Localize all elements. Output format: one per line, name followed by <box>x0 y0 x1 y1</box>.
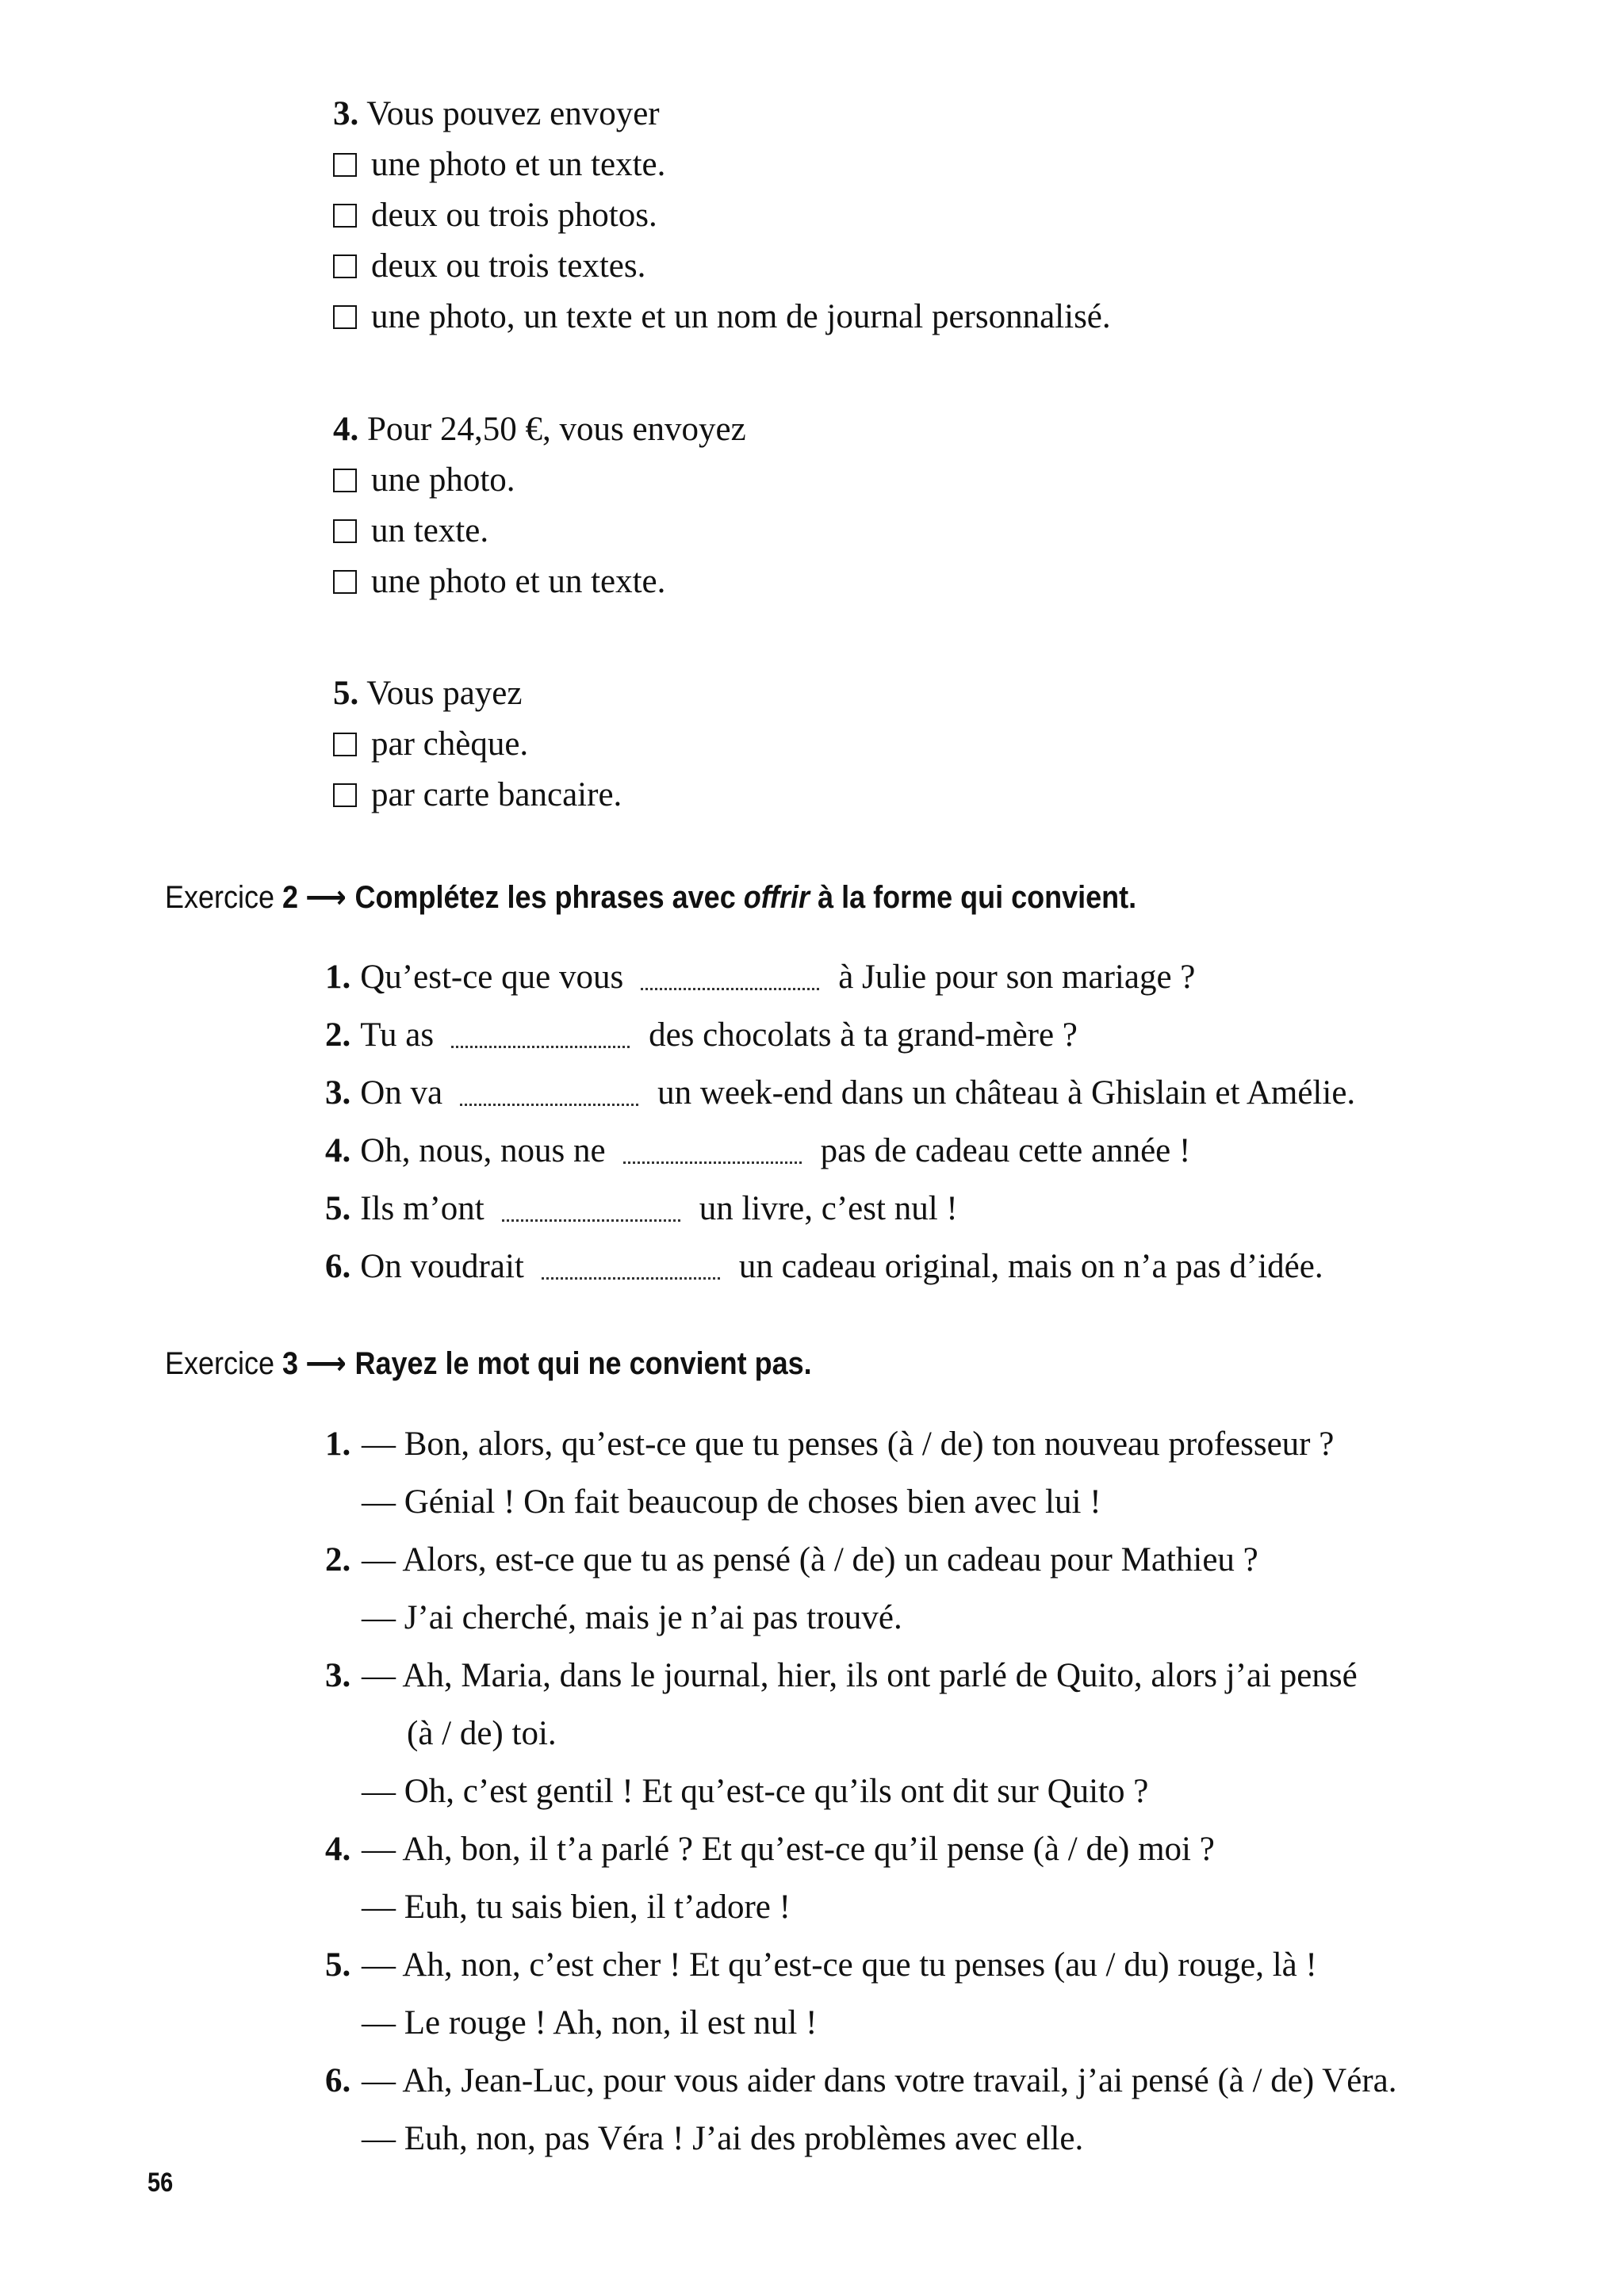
answer-blank[interactable] <box>451 1022 630 1048</box>
option-label: par carte bancaire. <box>371 776 622 813</box>
item-text-before: On va <box>360 1073 443 1112</box>
item-text-after: pas de cadeau cette année ! <box>820 1131 1191 1169</box>
question-text: Vous pouvez envoyer <box>358 95 660 132</box>
dialogue-line[interactable] <box>325 1415 1610 1473</box>
dialogue-text: — Ah, Maria, dans le journal, hier, ils ont parlé de Quito, alors j’ai pensé <box>362 1657 1358 1694</box>
fill-in-item <box>325 1064 1594 1122</box>
item-number: 3. <box>325 1657 351 1694</box>
dialogue-line[interactable] <box>325 2052 1610 2110</box>
item-text-after: des chocolats à ta grand-mère ? <box>649 1016 1078 1054</box>
item-number: 6. <box>325 2062 351 2099</box>
exercise-2-list <box>325 948 1594 1295</box>
checkbox[interactable] <box>333 783 357 807</box>
option-label: un texte. <box>371 512 489 549</box>
fill-in-item <box>325 1122 1594 1180</box>
page-number: 56 <box>147 2168 174 2198</box>
exercise-number: 2 <box>282 880 299 915</box>
dialogue-line[interactable] <box>325 1820 1610 1878</box>
question-number: 5. <box>333 675 359 712</box>
answer-blank[interactable] <box>460 1080 638 1106</box>
item-number: 5. <box>325 1946 351 1984</box>
dialogue-text: — Ah, non, c’est cher ! Et qu’est-ce que tu penses (au / du) rouge, là ! <box>362 1946 1317 1984</box>
arrow-icon: ⟶ <box>305 1346 347 1381</box>
checkbox[interactable] <box>333 519 357 543</box>
dialogue-line[interactable] <box>325 1936 1610 1994</box>
item-text-after: à Julie pour son mariage ? <box>838 958 1196 996</box>
dialogue-reply: — Oh, c’est gentil ! Et qu’est-ce qu’ils ont dit sur Quito ? <box>362 1773 1149 1810</box>
question-5 <box>333 668 1522 821</box>
fill-in-item <box>325 1180 1594 1238</box>
item-number: 2. <box>325 1541 351 1578</box>
dialogue <box>325 1936 1610 2052</box>
checkbox[interactable] <box>333 570 357 594</box>
dialogue-text: — Alors, est-ce que tu as pensé (à / de) un cadeau pour Mathieu ? <box>362 1541 1258 1578</box>
answer-option[interactable] <box>333 292 1522 342</box>
option-label: deux ou trois photos. <box>371 197 657 234</box>
dialogue-line-continuation[interactable]: (à / de) toi. <box>407 1715 557 1752</box>
item-text-before: Qu’est-ce que vous <box>360 958 624 996</box>
fill-in-item <box>325 1238 1594 1295</box>
option-label: une photo. <box>371 461 515 499</box>
answer-option[interactable] <box>333 241 1522 292</box>
answer-blank[interactable] <box>502 1196 680 1222</box>
item-number: 4. <box>325 1831 351 1868</box>
answer-blank[interactable] <box>623 1138 802 1164</box>
item-text-before: Tu as <box>360 1016 435 1054</box>
answer-option[interactable] <box>333 140 1522 190</box>
item-text-after: un livre, c’est nul ! <box>699 1189 958 1227</box>
exercise-number: 3 <box>282 1346 299 1381</box>
question-4 <box>333 404 1522 607</box>
exercise-instruction: Rayez le mot qui ne convient pas. <box>354 1346 812 1381</box>
fill-in-item <box>325 1006 1594 1064</box>
dialogue-reply: — J’ai cherché, mais je n’ai pas trouvé. <box>362 1599 902 1636</box>
question-text: Pour 24,50 €, vous envoyez <box>358 411 746 448</box>
exercise-label: Exercice <box>165 880 283 915</box>
item-number: 3. <box>325 1073 351 1112</box>
option-label: une photo et un texte. <box>371 146 666 183</box>
answer-option[interactable] <box>333 455 1522 506</box>
dialogue <box>325 1531 1610 1647</box>
option-label: par chèque. <box>371 725 529 763</box>
dialogue-text: — Ah, bon, il t’a parlé ? Et qu’est-ce qu’il pense (à / de) moi ? <box>362 1831 1215 1868</box>
answer-option[interactable] <box>333 190 1522 241</box>
dialogue-reply: — Euh, tu sais bien, il t’adore ! <box>362 1888 791 1926</box>
exercise-2-header <box>165 875 1136 920</box>
dialogue <box>325 2052 1610 2168</box>
dialogue <box>325 1415 1610 1531</box>
item-text-after: un cadeau original, mais on n’a pas d’idée. <box>738 1247 1323 1285</box>
item-number: 2. <box>325 1016 351 1054</box>
dialogue-reply: — Le rouge ! Ah, non, il est nul ! <box>362 2004 818 2042</box>
dialogue-text: — Ah, Jean-Luc, pour vous aider dans votre travail, j’ai pensé (à / de) Véra. <box>362 2062 1397 2099</box>
checkbox[interactable] <box>333 305 357 329</box>
dialogue-line[interactable] <box>325 1531 1610 1589</box>
checkbox[interactable] <box>333 153 357 177</box>
question-text: Vous payez <box>358 675 523 712</box>
answer-option[interactable] <box>333 719 1522 770</box>
exercise-3-list <box>325 1415 1610 2168</box>
arrow-icon: ⟶ <box>305 880 347 915</box>
dialogue-line[interactable] <box>325 1647 1610 1705</box>
item-text-before: On voudrait <box>360 1247 524 1285</box>
item-text-before: Oh, nous, nous ne <box>360 1131 606 1169</box>
dialogue-reply: — Euh, non, pas Véra ! J’ai des problèmes avec elle. <box>362 2120 1084 2157</box>
item-text-before: Ils m’ont <box>360 1189 485 1227</box>
checkbox[interactable] <box>333 254 357 278</box>
dialogue <box>325 1820 1610 1936</box>
answer-blank[interactable] <box>542 1253 720 1280</box>
item-number: 4. <box>325 1131 351 1169</box>
question-number: 4. <box>333 411 359 448</box>
answer-option[interactable] <box>333 557 1522 607</box>
option-label: une photo, un texte et un nom de journal personnalisé. <box>371 298 1111 335</box>
exercise-3-header <box>165 1341 812 1386</box>
question-prompt <box>333 404 1522 455</box>
item-number: 6. <box>325 1247 351 1285</box>
fill-in-item <box>325 948 1594 1006</box>
option-label: une photo et un texte. <box>371 563 666 600</box>
dialogue <box>325 1647 1610 1820</box>
question-3 <box>333 89 1522 342</box>
checkbox[interactable] <box>333 733 357 756</box>
dialogue-text: — Bon, alors, qu’est-ce que tu penses (à / de) ton nouveau professeur ? <box>362 1425 1335 1463</box>
item-number: 1. <box>325 958 351 996</box>
exercise-instruction: Complétez les phrases avec offrir à la forme qui convient. <box>354 880 1137 915</box>
exercise-label: Exercice <box>165 1346 283 1381</box>
option-label: deux ou trois textes. <box>371 247 646 285</box>
item-number: 1. <box>325 1425 351 1463</box>
item-number: 5. <box>325 1189 351 1227</box>
question-prompt <box>333 89 1522 140</box>
checkbox[interactable] <box>333 204 357 228</box>
checkbox[interactable] <box>333 469 357 492</box>
answer-option[interactable] <box>333 770 1522 821</box>
question-prompt <box>333 668 1522 719</box>
answer-blank[interactable] <box>641 964 819 990</box>
question-number: 3. <box>333 95 359 132</box>
answer-option[interactable] <box>333 506 1522 557</box>
item-text-after: un week-end dans un château à Ghislain et Amélie. <box>657 1073 1356 1112</box>
dialogue-reply: — Génial ! On fait beaucoup de choses bien avec lui ! <box>362 1483 1101 1521</box>
